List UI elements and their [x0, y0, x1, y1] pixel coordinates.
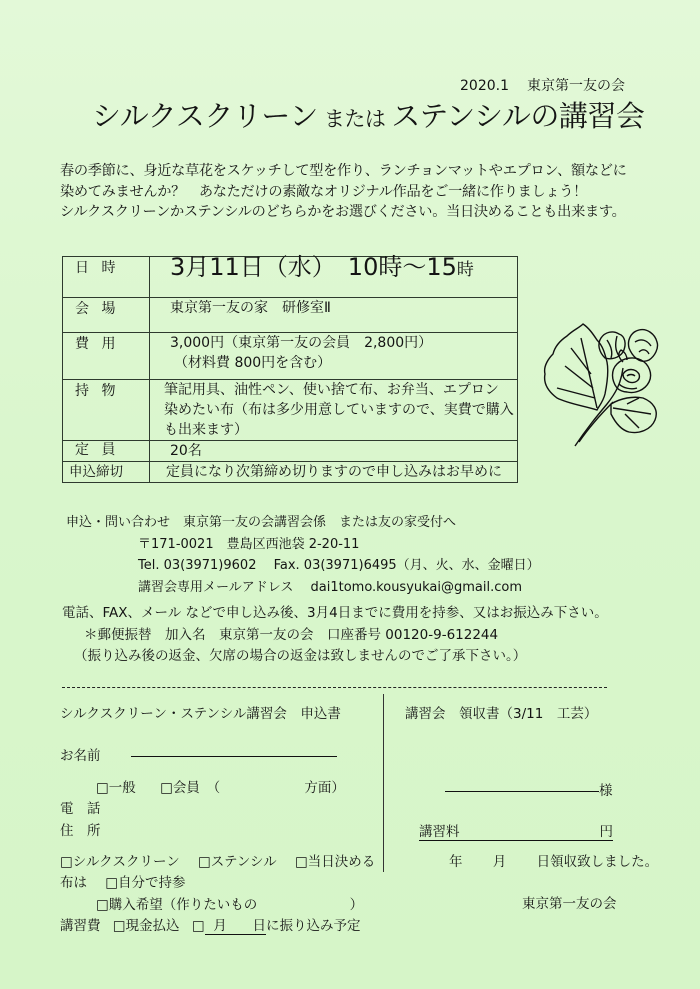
contact-postal-address: 〒171-0021 豊島区西池袋 2-20-11 — [138, 536, 360, 552]
items-line: 染めたい布（布は多少用意していますので、実費で購入 — [164, 402, 514, 418]
transfer-suffix: に振り込み予定 — [265, 918, 361, 934]
checkbox-silkscreen[interactable]: □シルクスクリーン — [60, 854, 180, 870]
checkbox-general[interactable]: □一般 — [96, 780, 136, 796]
table-row-deadline — [63, 462, 518, 483]
name-row — [60, 744, 337, 764]
fee-value — [150, 333, 518, 380]
header-date-organization — [460, 75, 625, 95]
intro-line: 春の季節に、身近な草花をスケッチして型を作り、ランチョンマットやエプロン、額などに — [60, 163, 627, 179]
receipt-date-row — [449, 850, 658, 870]
venue-value: 東京第一友の家 研修室Ⅱ — [150, 298, 518, 333]
receipt-year: 年 — [449, 854, 463, 870]
intro-paragraph — [60, 161, 627, 223]
cloth-row — [60, 871, 186, 891]
intro-line: シルクスクリーンかステンシルのどちらかをお選びください。当日決めることも出来ます。 — [60, 204, 626, 220]
fee-line: （材料費 800円を含む） — [174, 355, 332, 371]
recipient-name-field[interactable] — [445, 790, 599, 792]
receipt-recipient-row — [445, 779, 613, 799]
fee-line: 3,000円（東京第一友の会員 2,800円） — [170, 335, 433, 351]
fee-label: 費 用 — [63, 333, 150, 380]
checkbox-cloth-buy[interactable]: □購入希望（作りたいもの — [96, 897, 258, 913]
cloth-buy-close: ） — [349, 897, 364, 913]
receipt-fee-label: 講習料 — [419, 824, 460, 840]
table-row-capacity — [63, 441, 518, 462]
payment-info — [62, 603, 608, 668]
date-value-suffix: 時 — [456, 260, 474, 280]
header-organization: 東京第一友の会 — [527, 78, 625, 94]
email-link[interactable]: dai1tomo.kousyukai@gmail.com — [310, 579, 523, 595]
fee-label: 講習費 — [60, 918, 101, 934]
table-row-date — [63, 257, 518, 298]
payment-instruction: 電話、FAX、メール などで申し込み後、3月4日までに費用を持参、又はお振込み下さい。 — [62, 605, 608, 621]
transfer-date-field[interactable] — [205, 914, 266, 935]
email-label: 講習会専用メールアドレス — [138, 579, 294, 595]
payment-refund-note: （振り込み後の返金、欠席の場合の返金は致しませんのでご了承下さい。） — [74, 648, 527, 664]
deadline-label: 申込締切 — [63, 462, 150, 483]
header-date: 2020.1 — [460, 78, 509, 94]
transfer-day-label: 日 — [252, 918, 266, 934]
items-line: 筆記用具、油性ペン、使い捨て布、お弁当、エプロン — [164, 382, 499, 398]
contact-info — [66, 512, 540, 598]
receipt-fee-field[interactable] — [419, 820, 613, 841]
title-part2: ステンシルの講習会 — [391, 99, 645, 133]
capacity-label: 定 員 — [63, 441, 150, 462]
checkbox-transfer[interactable]: □ — [191, 918, 205, 934]
address-label: 住 所 — [60, 823, 101, 839]
intro-line: 染めてみませんか？ あなただけの素敵なオリジナル作品をご一緒に作りましょう！ — [60, 183, 588, 200]
capacity-value: 20名 — [150, 441, 518, 462]
phone-label: 電 話 — [60, 801, 101, 817]
title-connector: または — [323, 107, 386, 131]
transfer-month-label: 月 — [213, 918, 227, 934]
event-info-table — [62, 253, 518, 483]
deadline-value: 定員になり次第締め切りますので申し込みはお早めに — [150, 462, 518, 483]
page-title — [92, 94, 644, 135]
date-value-main: 3月11日（水） 10時〜15 — [170, 253, 457, 281]
cloth-buy-row — [96, 893, 363, 913]
name-field[interactable] — [131, 755, 337, 757]
name-label: お名前 — [60, 748, 101, 764]
checkbox-decide-on-day[interactable]: □当日決める — [294, 854, 376, 870]
date-label: 日 時 — [63, 257, 150, 298]
checkbox-stencil[interactable]: □ステンシル — [198, 854, 277, 870]
table-row-items — [63, 380, 518, 441]
venue-label: 会 場 — [63, 298, 150, 333]
contact-heading: 申込・問い合わせ 東京第一友の会講習会係 または友の家受付へ — [66, 515, 457, 530]
items-label: 持 物 — [63, 380, 150, 441]
course-options-row — [60, 850, 375, 870]
membership-row — [96, 776, 345, 796]
form-receipt-divider — [383, 694, 384, 872]
contact-phone-fax: Tel. 03(3971)9602 Fax. 03(3971)6495（月、火、水、金曜日） — [138, 558, 540, 573]
fee-payment-row — [60, 914, 360, 935]
receipt-day-text: 日領収致しました。 — [536, 854, 659, 870]
date-value — [150, 253, 518, 298]
receipt-fee-row — [419, 820, 613, 841]
table-row-fee — [63, 333, 518, 380]
payment-postal-transfer: ＊郵便振替 加入名 東京第一友の会 口座番号 00120-9-612244 — [84, 626, 499, 643]
area-label: 方面） — [304, 780, 345, 796]
honorific-label: 様 — [599, 783, 613, 799]
checkbox-cloth-own[interactable]: □自分で持参 — [105, 875, 186, 891]
checkbox-cash[interactable]: □現金払込 — [112, 918, 180, 934]
items-value — [150, 380, 518, 441]
form-title: シルクスクリーン・ステンシル講習会 申込書 — [60, 706, 341, 722]
receipt-issuer: 東京第一友の会 — [522, 896, 617, 912]
table-row-venue — [63, 298, 518, 333]
cloth-label: 布は — [60, 875, 87, 891]
title-part1: シルクスクリーン — [92, 99, 318, 133]
receipt-title: 講習会 領収書（3/11 工芸） — [405, 706, 598, 722]
flower-sketch-icon — [535, 318, 665, 457]
checkbox-member[interactable]: □会員 （ — [160, 780, 221, 796]
contact-email-row — [66, 577, 540, 599]
items-line: も出来ます） — [164, 422, 248, 438]
cut-line-divider — [62, 687, 607, 688]
receipt-month: 月 — [492, 854, 507, 870]
receipt-fee-unit: 円 — [599, 824, 613, 840]
